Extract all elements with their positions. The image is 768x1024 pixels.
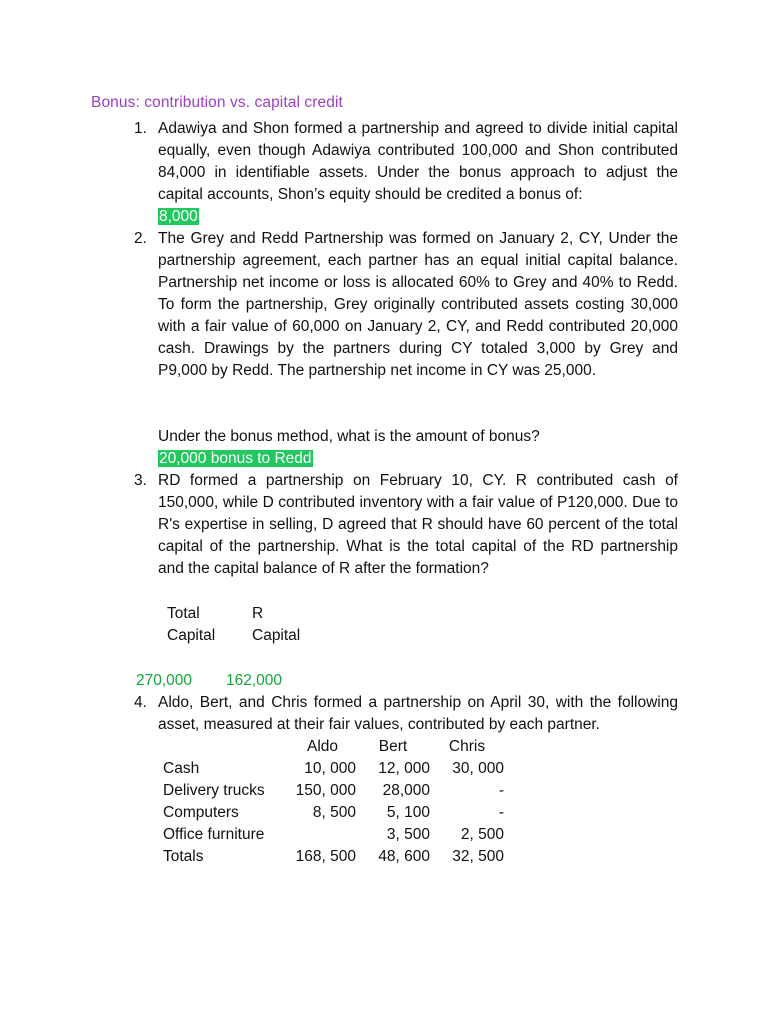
question-number: 3. xyxy=(134,472,147,489)
table-row-totals: Totals 168, 500 48, 600 32, 500 xyxy=(163,848,504,865)
question-text: Adawiya and Shon formed a partnership and agreed to divide initial capital equally, even though Adawiya contributed 100,000 and Shon contributed 84,000 in identifiable assets. Under the bonus approach to adjust the capital accounts, Shon’s equity should be credited a bonus of: xyxy=(158,120,678,203)
question-text: RD formed a partnership on February 10, CY. R contributed cash of 150,000, while D contributed inventory with a fair value of P120,000. Due to R's expertise in selling, D agreed that R should have 60 percent of the total capital of the partnership. What is the total capital of the RD partnership and the capital balance of R after the formation? xyxy=(158,472,678,577)
question-text: The Grey and Redd Partnership was formed on January 2, CY, Under the partnership agreement, each partner has an equal initial capital balance. Partnership net income or loss is allocated 60% to Grey and 40% to Redd. To form the partnership, Grey originally contributed assets costing 30,000 with a fair value of 60,000 on January 2, CY, and Redd contributed 20,000 cash. Drawings by the partners during CY totaled 3,000 by Grey and P9,000 by Redd. The partnership net income in CY was 25,000. xyxy=(158,230,678,379)
question-3 xyxy=(134,470,678,580)
question-number: 4. xyxy=(134,694,147,711)
column-label-total: Total Capital xyxy=(167,605,216,644)
question-number: 1. xyxy=(134,120,147,137)
question-prompt: Under the bonus method, what is the amount of bonus? xyxy=(158,428,540,445)
table-header-row xyxy=(163,736,504,758)
header-aldo: Aldo xyxy=(306,738,339,755)
table-row: Cash 10, 000 12, 000 30, 000 xyxy=(163,760,504,777)
answer-r-capital: 162,000 xyxy=(226,672,283,689)
header-bert: Bert xyxy=(378,738,408,755)
table-row: Computers 8, 500 5, 100 - xyxy=(163,804,504,821)
highlighted-answer: 8,000 xyxy=(159,208,198,225)
section-heading: Bonus: contribution vs. capital credit xyxy=(91,94,343,111)
table-row: Office furniture 3, 500 2, 500 xyxy=(163,826,504,843)
question-number: 2. xyxy=(134,230,147,247)
highlighted-answer: 20,000 bonus to Redd xyxy=(159,450,312,467)
table-row: Delivery trucks 150, 000 28,000 - xyxy=(163,782,504,799)
header-chris: Chris xyxy=(448,738,486,755)
asset-contribution-table xyxy=(163,736,504,868)
question-2 xyxy=(134,228,678,382)
question-1 xyxy=(134,118,678,228)
column-label-r: R Capital xyxy=(252,605,301,644)
question-text: Aldo, Bert, and Chris formed a partnership on April 30, with the following asset, measured at their fair values, contributed by each partner. xyxy=(158,694,678,733)
question-4 xyxy=(134,692,678,736)
question-2-prompt xyxy=(158,426,540,470)
answer-total-capital: 270,000 xyxy=(136,672,193,689)
